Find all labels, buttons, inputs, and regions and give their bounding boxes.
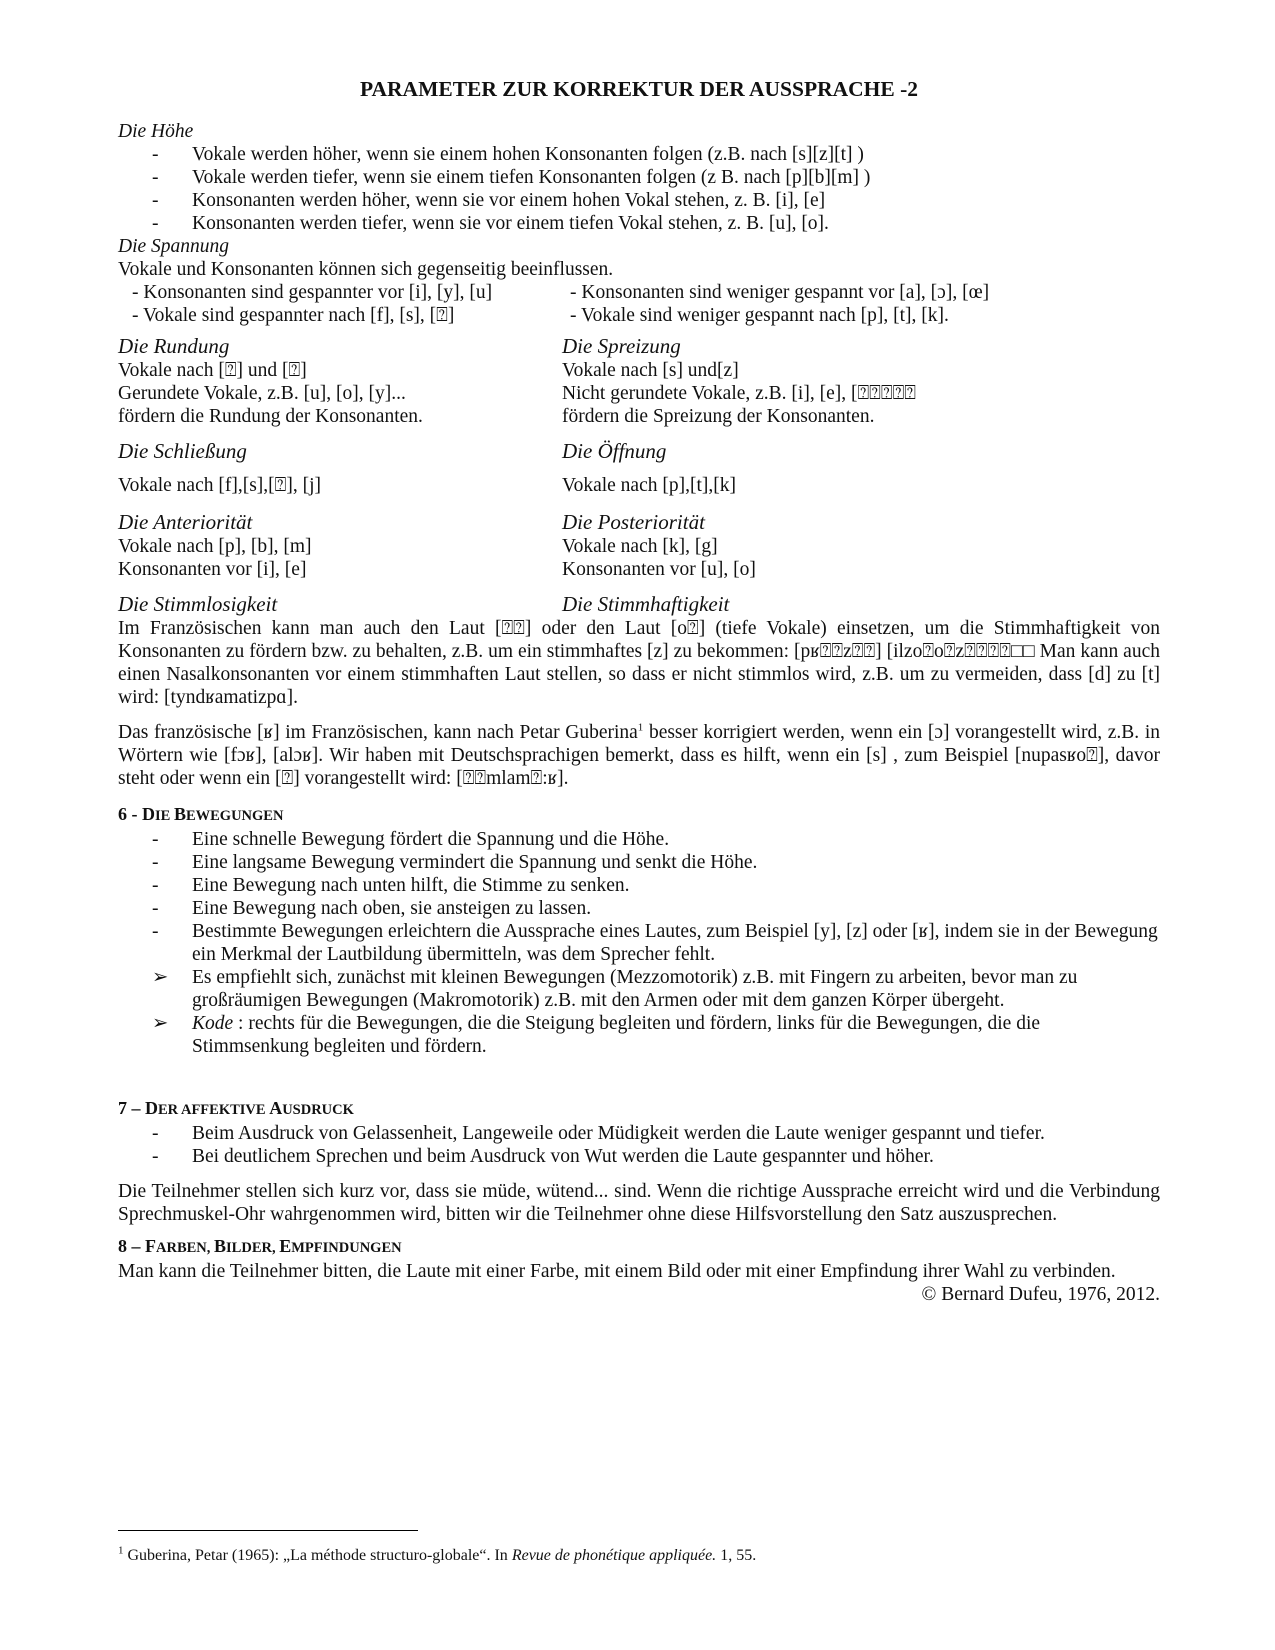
text-line: Vokale nach [p],[t],[k] (562, 475, 736, 496)
list-item: - Konsonanten werden höher, wenn sie vor einem hohen Vokal stehen, z. B. [i], [e] (152, 190, 826, 211)
heading-spreizung: Die Spreizung (562, 334, 681, 358)
pair-anterioritaet-posterioritaet (118, 509, 1160, 581)
item-text: Vokale werden tiefer, wenn sie einem tiefen Konsonanten folgen (z B. nach [p][b][m] ) (192, 167, 871, 188)
document-page (118, 76, 1160, 1306)
heading-stimmlosigkeit: Die Stimmlosigkeit (118, 592, 278, 616)
bewegungen-list (118, 828, 1160, 1058)
heading-posterioritaet: Die Posteriorität (562, 510, 705, 534)
text-line: Konsonanten vor [u], [o] (562, 559, 756, 580)
heading-stimmhaftigkeit: Die Stimmhaftigkeit (562, 592, 730, 616)
paragraph-ausdruck: Die Teilnehmer stellen sich kurz vor, dass sie müde, wütend... sind. Wenn die richtige Aussprache erreicht wird und die Verbindung Sprechmuskel-Ohr wahrgenommen wird, bitten wir die Teilnehmer ohne diese Hilfsvorstellung den Satz auszusprechen. (118, 1181, 1160, 1225)
heading-oeffnung: Die Öffnung (562, 439, 667, 463)
section-6-heading: 6 - DIE BEWEGUNGEN (118, 804, 284, 824)
heading-spannung: Die Spannung (118, 236, 230, 257)
hoehe-list (118, 143, 1160, 235)
heading-schliessung: Die Schließung (118, 439, 247, 463)
arrow-list-item: ➢ Kode : rechts für die Bewegungen, die die Steigung begleiten und fördern, links für die Bewegungen, die die Stimmsenkung begleiten und fördern. (152, 1013, 1041, 1057)
section-7-heading: 7 – DER AFFEKTIVE AUSDRUCK (118, 1098, 354, 1118)
pair-stimmlosigkeit-stimmhaftigkeit (118, 591, 1160, 617)
spannung-right-2: - Vokale sind weniger gespannt nach [p], [t], [k]. (570, 305, 949, 326)
arrow-list-item: ➢ Es empfiehlt sich, zunächst mit kleinen Bewegungen (Mezzomotorik) z.B. mit Fingern zu arbeiten, bevor man zu großräumigen Bewegungen (Makromotorik) z.B. mit den Armen oder mit dem ganzen Körper übergeht. (152, 967, 1078, 1011)
text-line: Vokale nach [f],[s],[⍰], [j] (118, 475, 322, 496)
text: Das französische [ʁ] im Französischen, kann nach Petar Guberina (118, 722, 638, 743)
pair-rundung-spreizung (118, 333, 1160, 428)
list-item: - Eine Bewegung nach oben, sie ansteigen zu lassen. (152, 898, 592, 919)
ausdruck-list (118, 1122, 1160, 1168)
spannung-columns (118, 281, 1160, 327)
list-item: - Eine schnelle Bewegung fördert die Spannung und die Höhe. (152, 829, 670, 850)
arrow-bullet-icon: ➢ (152, 967, 169, 988)
text-line: Nicht gerundete Vokale, z.B. [i], [e], [⍰⍰⍰⍰⍰ (562, 383, 916, 404)
list-item: - Eine langsame Bewegung vermindert die Spannung und senkt die Höhe. (152, 852, 758, 873)
page-title: PARAMETER ZUR KORREKTUR DER AUSSPRACHE -2 (359, 77, 919, 101)
item-text: Konsonanten werden höher, wenn sie vor einem hohen Vokal stehen, z. B. [i], [e] (192, 190, 826, 211)
text-line: Vokale nach [⍰] und [⍰] (118, 360, 307, 381)
paragraph-farben: Man kann die Teilnehmer bitten, die Laute mit einer Farbe, mit einem Bild oder mit einer Empfindung ihrer Wahl zu verbinden. (118, 1261, 1116, 1282)
text-line: Vokale nach [s] und[z] (562, 360, 739, 381)
spannung-intro: Vokale und Konsonanten können sich gegenseitig beeinflussen. (118, 259, 614, 280)
spannung-right-1: - Konsonanten sind weniger gespannt vor [a], [ɔ], [œ] (570, 282, 990, 303)
list-item: - Vokale werden tiefer, wenn sie einem tiefen Konsonanten folgen (z B. nach [p][b][m] ) (152, 167, 871, 188)
text-line: Konsonanten vor [i], [e] (118, 559, 307, 580)
text-line: fördern die Rundung der Konsonanten. (118, 406, 423, 427)
heading-hoehe: Die Höhe (118, 121, 194, 142)
list-item: - Konsonanten werden tiefer, wenn sie vor einem tiefen Vokal stehen, z. B. [u], [o]. (152, 213, 829, 234)
list-item: - Bestimmte Bewegungen erleichtern die Aussprache eines Lautes, zum Beispiel [y], [z] oder [ʁ], indem sie in der Bewegung ein Merkmal der Lautbildung übermitteln, was dem Sprecher fehlt. (152, 921, 1158, 965)
section-8-heading: 8 – FARBEN, BILDER, EMPFINDUNGEN (118, 1236, 402, 1256)
arrow-bullet-icon: ➢ (152, 1013, 169, 1034)
footnote-ref[interactable]: 1 (637, 721, 644, 734)
item-text: Konsonanten werden tiefer, wenn sie vor einem tiefen Vokal stehen, z. B. [u], [o]. (192, 213, 829, 234)
text: besser korrigiert werden, wenn ein [ɔ] vorangestellt wird, z.B. in Wörtern wie [fɔʁ], [alɔʁ]. Wir haben mit Deutschsprachigen bemerkt, dass es hilft, wenn ein [s] , zum Beispiel [nupasʁo⍰], davor steht oder wenn ein [⍰] vorangestellt wird: [⍰⍰mlam⍰:ʁ]. (118, 722, 1160, 789)
spannung-left-1: - Konsonanten sind gespannter vor [i], [y], [u] (132, 282, 493, 303)
footnote-divider (118, 1530, 418, 1531)
heading-rundung: Die Rundung (118, 334, 230, 358)
list-item: - Eine Bewegung nach unten hilft, die Stimme zu senken. (152, 875, 630, 896)
paragraph-stimmhaftigkeit: Im Französischen kann man auch den Laut [⍰⍰] oder den Laut [o⍰] (tiefe Vokale) einsetzen, um die Stimmhaftigkeit von Konsonanten zu fördern bzw. zu behalten, z.B. um ein stimmhaftes [z] zu bekommen: [pʁ⍰⍰z⍰⍰] [ilzo⍰o⍰z⍰⍰⍰⍰□□ Man kann auch einen Nasalkonsonanten vor einem stimmhaften Laut stellen, so dass er nicht stimmlos wird, z.B. um zu vermeiden, dass [d] zu [t] wird: [tyndʁamatizpɑ]. (118, 618, 1160, 708)
text-line: Vokale nach [k], [g] (562, 536, 718, 557)
text-line: Vokale nach [p], [b], [m] (118, 536, 312, 557)
spannung-left-2: - Vokale sind gespannter nach [f], [s], [⍰] (132, 305, 455, 326)
list-item: - Bei deutlichem Sprechen und beim Ausdruck von Wut werden die Laute gespannter und höher. (152, 1146, 934, 1167)
copyright: © Bernard Dufeu, 1976, 2012. (921, 1284, 1160, 1305)
list-item: - Vokale werden höher, wenn sie einem hohen Konsonanten folgen (z.B. nach [s][z][t] ) (152, 144, 864, 165)
list-item: - Beim Ausdruck von Gelassenheit, Langeweile oder Müdigkeit werden die Laute weniger gespannt und tiefer. (152, 1123, 1045, 1144)
text-line: fördern die Spreizung der Konsonanten. (562, 406, 875, 427)
paragraph-r-korrektur (118, 721, 1160, 790)
item-text: Vokale werden höher, wenn sie einem hohen Konsonanten folgen (z.B. nach [s][z][t] ) (192, 144, 864, 165)
pair-schliessung-oeffnung (118, 438, 1160, 497)
heading-anterioritaet: Die Anteriorität (118, 510, 253, 534)
text-line: Gerundete Vokale, z.B. [u], [o], [y]... (118, 383, 406, 404)
footnote: $^1$ Guberina, Petar (1965): „La méthode structuro-globale“. In Revue de phonétique appliquée. 1, 55. (118, 1544, 757, 1564)
